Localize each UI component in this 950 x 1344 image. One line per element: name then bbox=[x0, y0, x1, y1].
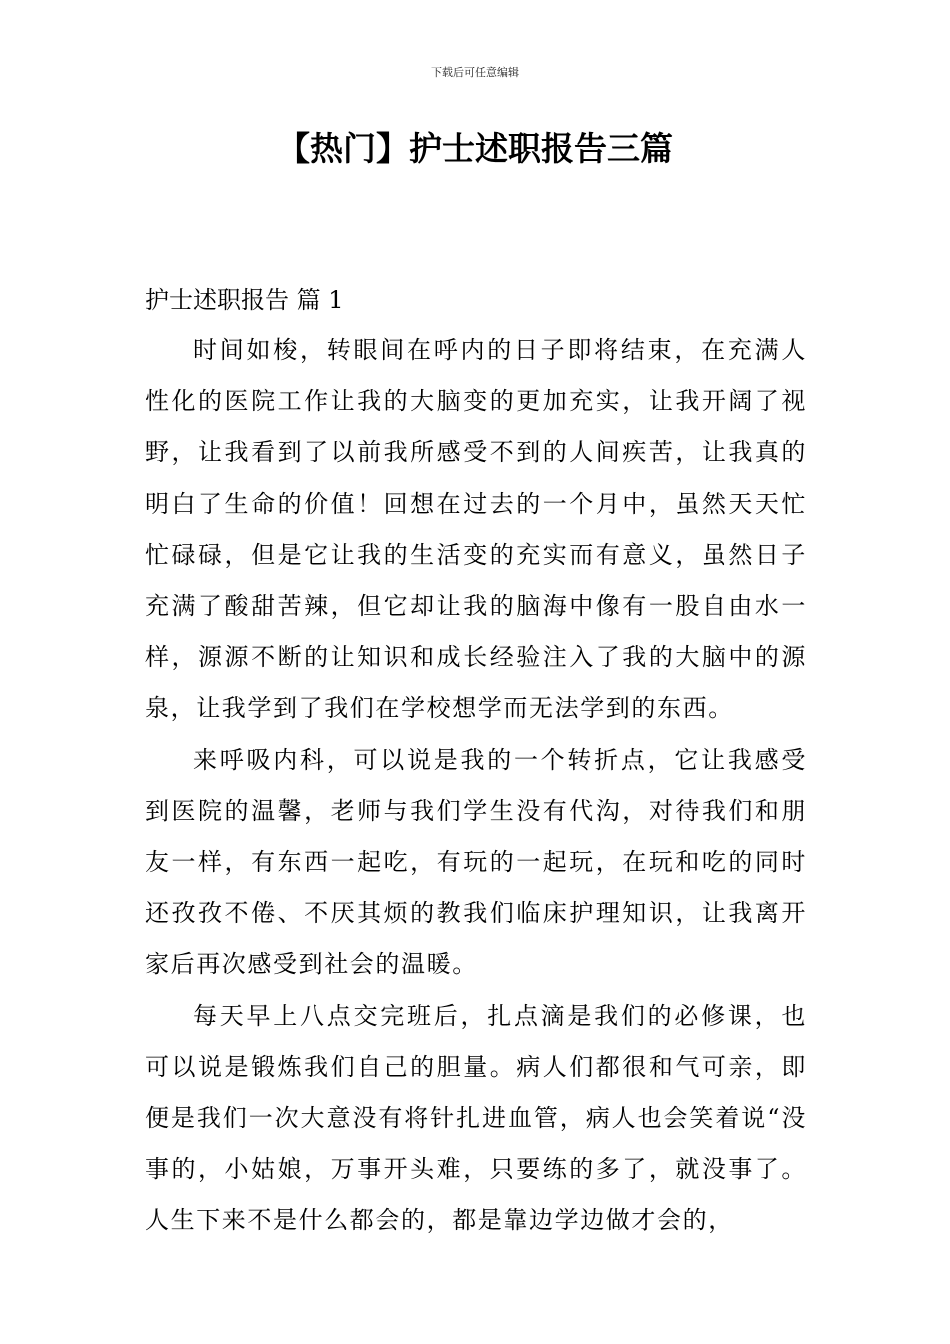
document-title: 【热门】护士述职报告三篇 bbox=[277, 129, 673, 168]
paragraph-3: 每天早上八点交完班后，扎点滴是我们的必修课，也可以说是锻炼我们自己的胆量。病人们都很和气可亲，即便是我们一次大意没有将针扎进血管，病人也会笑着说“没事的，小姑娘，万事开头难，只要练的多了，就没事了。人生下来不是什么都会的，都是靠边学边做才会的， bbox=[145, 1001, 807, 1235]
section-heading: 护士述职报告 篇 1 bbox=[145, 286, 344, 314]
paragraph-2: 来呼吸内科，可以说是我的一个转折点，它让我感受到医院的温馨，老师与我们学生没有代沟，对待我们和朋友一样，有东西一起吃，有玩的一起玩，在玩和吃的同时还孜孜不倦、不厌其烦的教我们临床护理知识，让我离开家后再次感受到社会的温暖。 bbox=[145, 745, 807, 979]
paragraph-1: 时间如梭，转眼间在呼内的日子即将结束，在充满人性化的医院工作让我的大脑变的更加充实，让我开阔了视野，让我看到了以前我所感受不到的人间疾苦，让我真的明白了生命的价值！回想在过去的一个月中，虽然天天忙忙碌碌，但是它让我的生活变的充实而有意义，虽然日子充满了酸甜苦辣，但它却让我的脑海中像有一股自由水一样，源源不断的让知识和成长经验注入了我的大脑中的源泉，让我学到了我们在学校想学而无法学到的东西。 bbox=[145, 336, 807, 723]
header-note: 下载后可任意编辑 bbox=[431, 66, 519, 79]
document-body bbox=[145, 275, 807, 1247]
